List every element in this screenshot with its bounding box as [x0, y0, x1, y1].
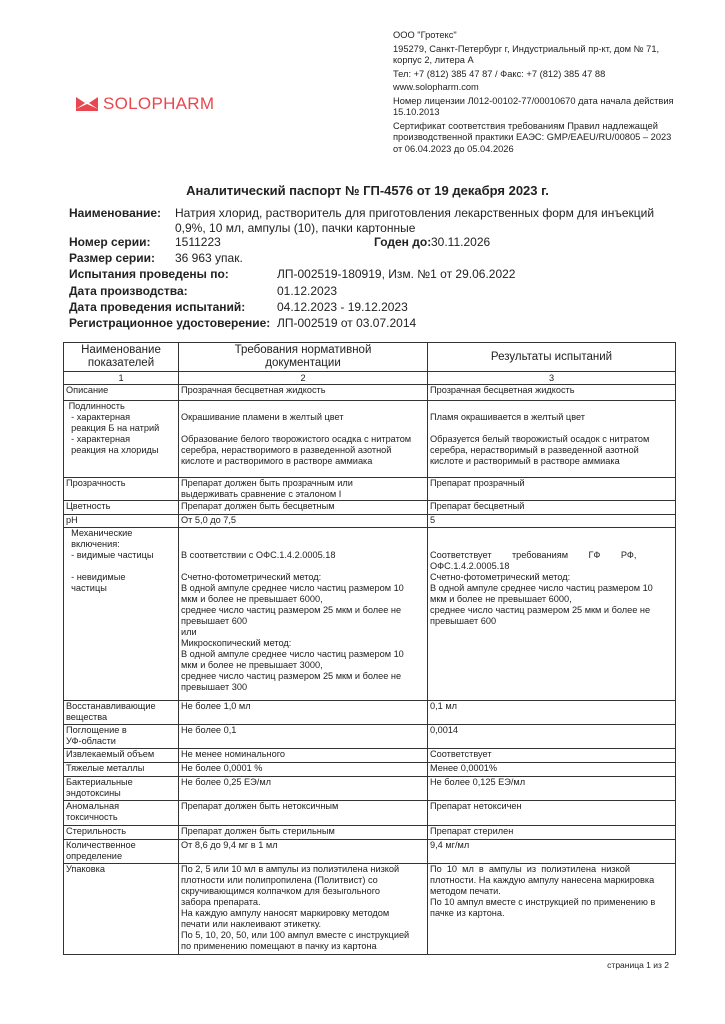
result-cell: Препарат стерилен: [428, 826, 676, 840]
requirement-cell: Прозрачная бесцветная жидкость: [179, 385, 428, 401]
indicator-cell: Прозрачность: [64, 478, 179, 501]
result-cell: Менее 0,0001%: [428, 763, 676, 777]
result-cell: 5: [428, 515, 676, 528]
table-row: [64, 385, 676, 401]
header-indicator: Наименование показателей: [64, 343, 179, 372]
result-cell: Соответствует: [428, 749, 676, 763]
company-certificate: Сертификат соответствия требованиям Правил надлежащей производственной практики ЕАЭС: GMP/EAEU/RU/00805 – 2023 от 06.04.2023 до 05.04.2026: [393, 120, 672, 154]
table-row: [64, 478, 676, 501]
table-row: [64, 763, 676, 777]
requirement-cell: От 8,6 до 9,4 мг в 1 мл: [179, 840, 428, 864]
table-row: [64, 401, 676, 478]
result-cell: 0,0014: [428, 725, 676, 749]
table-row: [64, 749, 676, 763]
indicator-cell: Количественное определение: [64, 840, 179, 864]
table-row: [64, 725, 676, 749]
result-cell: Препарат нетоксичен: [428, 801, 676, 826]
result-cell: Препарат прозрачный: [428, 478, 676, 501]
requirement-cell: От 5,0 до 7,5: [179, 515, 428, 528]
production-value: 01.12.2023: [277, 284, 338, 298]
indicator-cell: Описание: [64, 385, 179, 401]
indicator-cell: Восстанавливающие вещества: [64, 701, 179, 725]
size-label: Размер серии:: [69, 251, 155, 265]
company-phone: Тел: +7 (812) 385 47 87 / Факс: +7 (812) 385 47 88: [393, 68, 606, 79]
result-cell: По 10 мл в ампулы из полиэтилена низкой плотности. На каждую ампулу нанесена маркировка методом печати. По 10 ампул вместе с инструкцией по применению в пачке из картона.: [428, 864, 676, 955]
requirement-cell: Не менее номинального: [179, 749, 428, 763]
result-cell: Не более 0,125 ЕЭ/мл: [428, 777, 676, 801]
test-results-table: [63, 342, 676, 955]
column-number: 3: [428, 372, 676, 385]
logo-text: SOLOPHARM: [103, 94, 215, 113]
result-cell: 0,1 мл: [428, 701, 676, 725]
indicator-cell: Поглощение в УФ-области: [64, 725, 179, 749]
requirement-cell: Препарат должен быть стерильным: [179, 826, 428, 840]
column-number: 1: [64, 372, 179, 385]
company-info: [393, 30, 683, 157]
page-number: страница 1 из 2: [607, 960, 669, 970]
table-row: [64, 826, 676, 840]
table-row: [64, 840, 676, 864]
registration-value: ЛП-002519 от 03.07.2014: [277, 316, 417, 330]
indicator-cell: Подлинность - характерная реакция Б на натрий - характерная реакция на хлориды: [64, 401, 179, 478]
table-row: [64, 864, 676, 955]
header-requirements: Требования нормативной документации: [179, 343, 428, 372]
requirement-cell: Окрашивание пламени в желтый цвет Образование белого творожистого осадка с нитратом серебра, нерастворимого в разведенной азотной кислоте и растворимого в растворе аммиака: [179, 401, 428, 478]
tested-by-label: Испытания проведены по:: [69, 267, 229, 281]
name-label: Наименование:: [69, 206, 162, 220]
result-cell: Препарат бесцветный: [428, 501, 676, 515]
company-license: Номер лицензии Л012-00102-77/00010670 дата начала действия 15.10.2013: [393, 95, 674, 118]
requirement-cell: Не более 0,1: [179, 725, 428, 749]
requirement-cell: Не более 1,0 мл: [179, 701, 428, 725]
batch-label: Номер серии:: [69, 235, 151, 249]
indicator-cell: Бактериальные эндотоксины: [64, 777, 179, 801]
testing-dates-label: Дата проведения испытаний:: [69, 300, 246, 314]
indicator-cell: Аномальная токсичность: [64, 801, 179, 826]
solopharm-logo: [76, 94, 214, 114]
requirement-cell: Не более 0,0001 %: [179, 763, 428, 777]
table-row: [64, 801, 676, 826]
company-name: ООО "Гротекс": [393, 30, 457, 40]
header-results: Результаты испытаний: [428, 343, 676, 372]
indicator-cell: Извлекаемый объем: [64, 749, 179, 763]
page-title: Аналитический паспорт № ГП-4576 от 19 декабря 2023 г.: [186, 183, 549, 198]
indicator-cell: Тяжелые металлы: [64, 763, 179, 777]
indicator-cell: pH: [64, 515, 179, 528]
table-row: [64, 701, 676, 725]
requirement-cell: Препарат должен быть нетоксичным: [179, 801, 428, 826]
registration-label: Регистрационное удостоверение:: [69, 316, 271, 330]
table-row: [64, 501, 676, 515]
requirement-cell: В соответствии с ОФС.1.4.2.0005.18 Счетно-фотометрический метод: В одной ампуле среднее число частиц размером 10 мкм и более не превышает 6000, среднее число частиц размером 25 мкм и более не превышает 600 или Микроскопический метод: В одной ампуле среднее число частиц размером 10 мкм и более не превышает 3000, среднее число частиц размером 25 мкм и более не превышает 300: [179, 528, 428, 701]
result-cell: 9,4 мг/мл: [428, 840, 676, 864]
testing-dates-value: 04.12.2023 - 19.12.2023: [277, 300, 408, 314]
table-number-row: [64, 372, 676, 385]
field-name: [69, 206, 679, 235]
tested-by-value: ЛП-002519-180919, Изм. №1 от 29.06.2022: [277, 267, 516, 281]
table-row: [64, 528, 676, 701]
indicator-cell: Цветность: [64, 501, 179, 515]
result-cell: Пламя окрашивается в желтый цвет Образуется белый творожистый осадок с нитратом серебра, нерастворимый в разведенной азотной кислоте и растворимый в растворе аммиака: [428, 401, 676, 478]
requirement-cell: По 2, 5 или 10 мл в ампулы из полиэтилена низкой плотности или полипропилена (Политвист) со скручивающимся колпачком для безыгольного забора препарата. На каждую ампулу наносят маркировку методом печати или наклеивают этикетку. По 5, 10, 20, 50, или 100 ампул вместе с инструкцией по применению помещают в пачку из картона: [179, 864, 428, 955]
batch-value: 1511223: [175, 235, 221, 249]
table-row: [64, 777, 676, 801]
indicator-cell: Упаковка: [64, 864, 179, 955]
column-number: 2: [179, 372, 428, 385]
expiry-value: 30.11.2026: [431, 235, 491, 249]
size-value: 36 963 упак.: [175, 251, 243, 265]
company-website: www.solopharm.com: [393, 82, 479, 93]
expiry-label: Годен до:: [374, 235, 432, 249]
table-header-row: [64, 343, 676, 372]
requirement-cell: Препарат должен быть бесцветным: [179, 501, 428, 515]
logo-mark-icon: [76, 97, 98, 111]
table-row: [64, 515, 676, 528]
result-cell: Прозрачная бесцветная жидкость: [428, 385, 676, 401]
requirement-cell: Не более 0,25 ЕЭ/мл: [179, 777, 428, 801]
production-label: Дата производства:: [69, 284, 188, 298]
company-address: 195279, Санкт-Петербург г, Индустриальный пр-кт, дом № 71, корпус 2, литера А: [393, 43, 660, 65]
result-cell: Соответствует требованиям ГФ РФ, ОФС.1.4.2.0005.18 Счетно-фотометрический метод: В одной ампуле среднее число частиц размером 10 мкм и более не превышает 6000, среднее число частиц размером 25 мкм и более не превышает 600: [428, 528, 676, 701]
requirement-cell: Препарат должен быть прозрачным или выдерживать сравнение с эталоном I: [179, 478, 428, 501]
name-value: Натрия хлорид, растворитель для приготовления лекарственных форм для инъекций 0,9%, 10 мл, ампулы (10), пачки картонные: [175, 206, 655, 235]
indicator-cell: Стерильность: [64, 826, 179, 840]
indicator-cell: Механические включения: - видимые частицы - невидимые частицы: [64, 528, 179, 701]
